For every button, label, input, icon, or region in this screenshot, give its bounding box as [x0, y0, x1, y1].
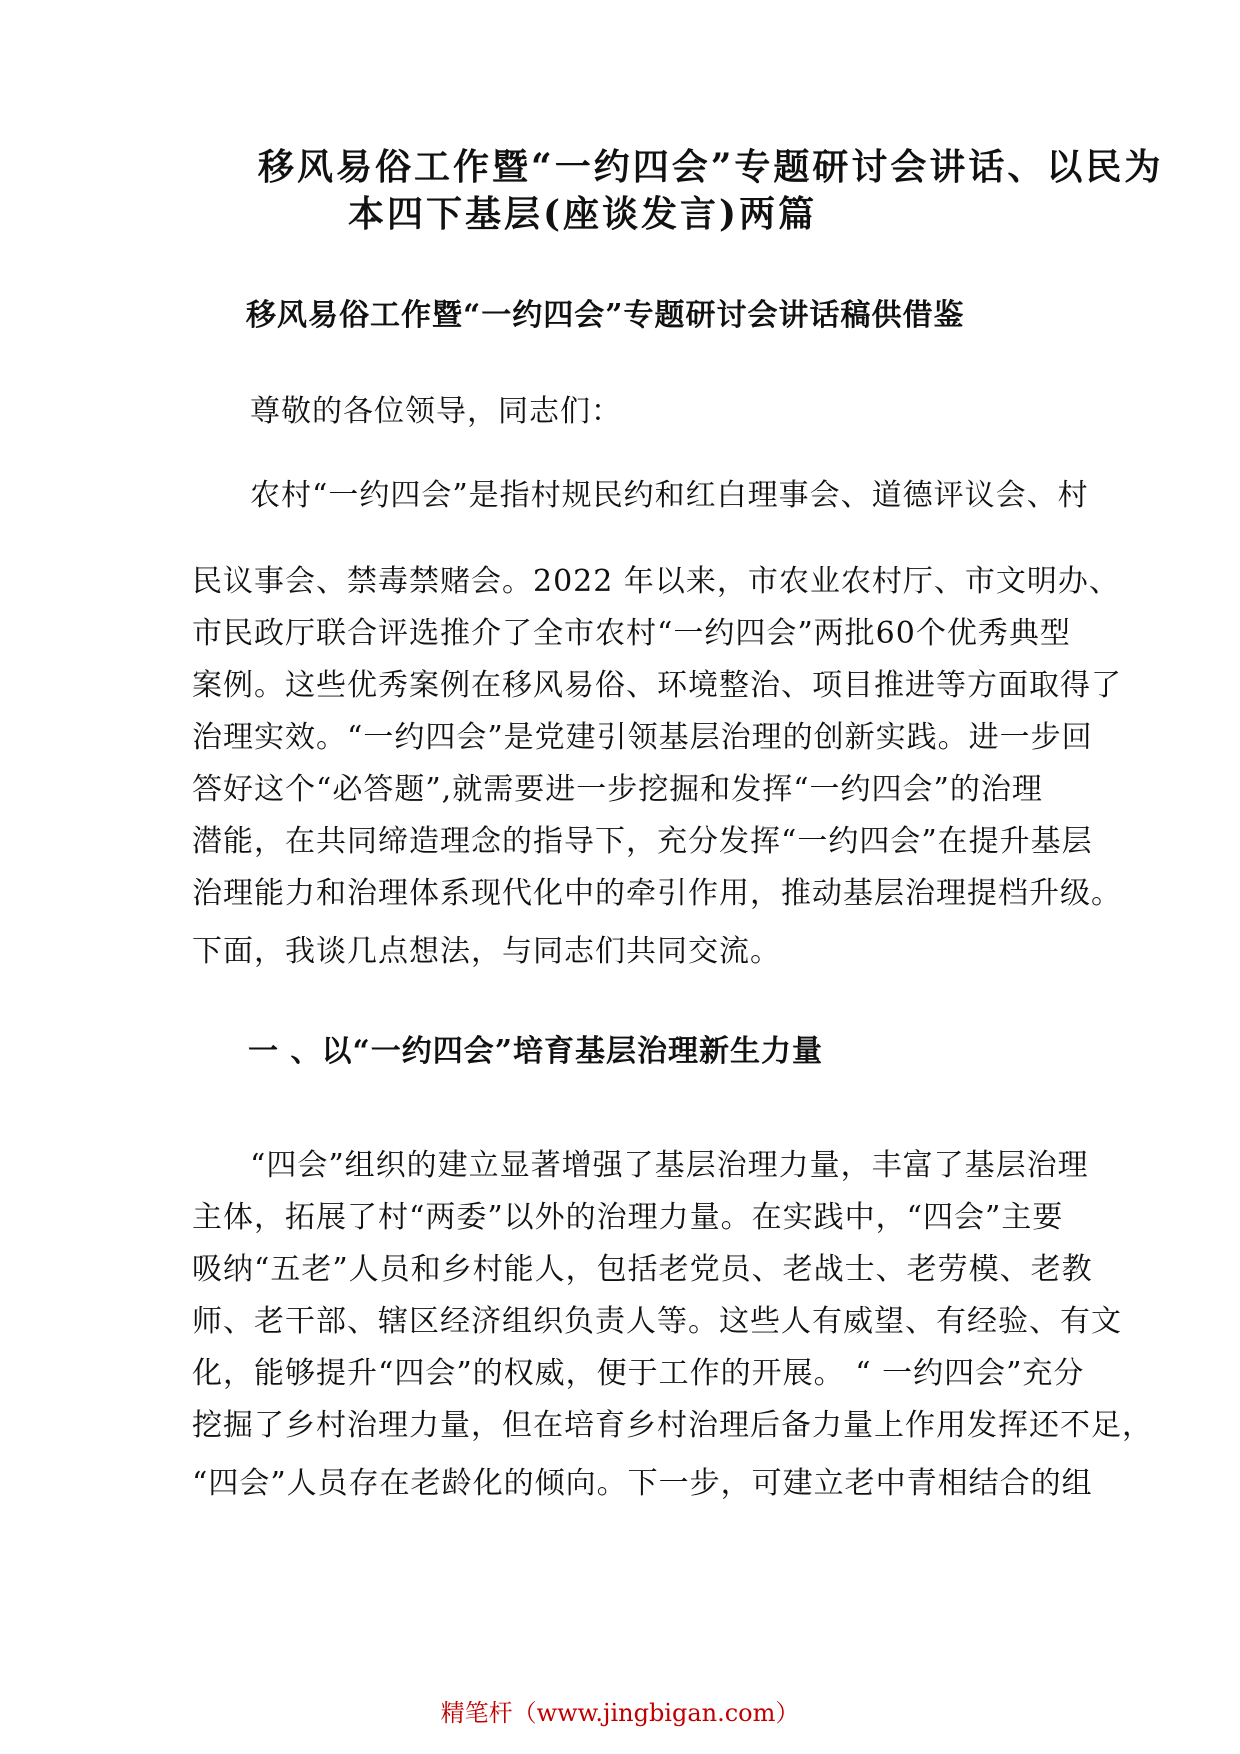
paragraph-1-line: 治理实效。“一约四会”是党建引领基层治理的创新实践。进一步回 — [192, 720, 1093, 755]
paragraph-1-line: 治理能力和治理体系现代化中的牵引作用，推动基层治理提档升级。 — [192, 876, 1122, 911]
footer-watermark-link[interactable]: 精笔杆（www.jingbigan.com） — [440, 1699, 800, 1727]
paragraph-2-line: 吸纳“五老”人员和乡村能人，包括老党员、老战士、老劳模、老教 — [192, 1252, 1093, 1287]
paragraph-1-line: 案例。这些优秀案例在移风易俗、环境整治、项目推进等方面取得了 — [192, 668, 1122, 703]
paragraph-2-line: 化，能够提升“四会”的权威，便于工作的开展。 “ 一约四会”充分 — [192, 1356, 1085, 1391]
paragraph-1-line: 答好这个“必答题”,就需要进一步挖掘和发挥“一约四会”的治理 — [192, 772, 1043, 807]
paragraph-1-line: 市民政厅联合评选推介了全市农村“一约四会”两批60个优秀典型 — [192, 616, 1071, 651]
document-title-line-1: 移风易俗工作暨“一约四会”专题研讨会讲话、以民为 — [258, 146, 1164, 188]
paragraph-1-line: 下面，我谈几点想法，与同志们共同交流。 — [192, 934, 781, 969]
paragraph-2-line: 师、老干部、辖区经济组织负责人等。这些人有威望、有经验、有文 — [192, 1304, 1122, 1339]
paragraph-2-line: “四会”组织的建立显著增强了基层治理力量，丰富了基层治理 — [250, 1148, 1089, 1183]
paragraph-1-line: 民议事会、禁毒禁赌会。2022 年以来，市农业农村厅、市文明办、 — [192, 564, 1120, 599]
paragraph-1-line: 潜能，在共同缔造理念的指导下，充分发挥“一约四会”在提升基层 — [192, 824, 1093, 859]
paragraph-2-line: “四会”人员存在老龄化的倾向。下一步，可建立老中青相结合的组 — [192, 1466, 1093, 1501]
section-1-heading: 一 、以“一约四会”培育基层治理新生力量 — [248, 1034, 823, 1069]
paragraph-2-line: 挖掘了乡村治理力量，但在培育乡村治理后备力量上作用发挥还不足， — [192, 1408, 1153, 1443]
document-title-line-2: 本四下基层(座谈发言)两篇 — [348, 193, 818, 235]
salutation: 尊敬的各位领导，同志们： — [250, 394, 622, 429]
speech-subtitle: 移风易俗工作暨“一约四会”专题研讨会讲话稿供借鉴 — [246, 298, 965, 333]
paragraph-1-line: 农村“一约四会”是指村规民约和红白理事会、道德评议会、村 — [250, 478, 1089, 513]
paragraph-2-line: 主体，拓展了村“两委”以外的治理力量。在实践中，“四会”主要 — [192, 1200, 1064, 1235]
